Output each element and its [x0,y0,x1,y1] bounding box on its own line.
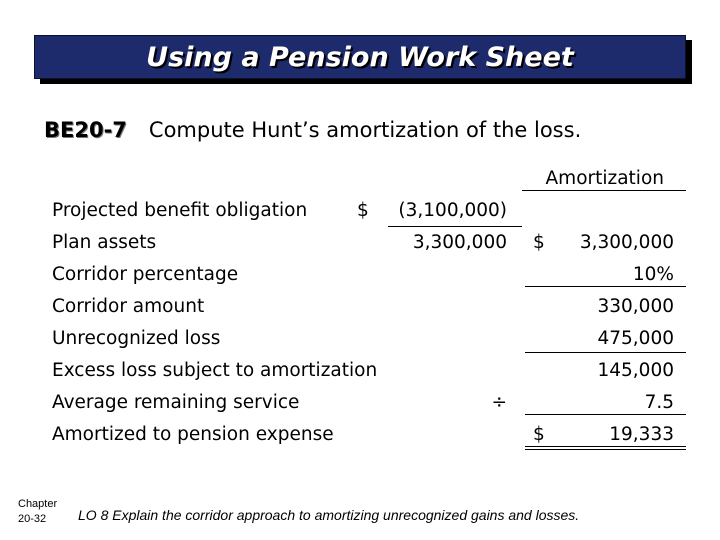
amortization-value: 10% [632,264,674,285]
amortization-value: 145,000 [597,360,674,381]
table-row [0,232,720,262]
table-row [0,392,720,422]
amortization-value: 19,333 [609,424,674,445]
table-row [0,264,720,294]
exercise-prompt: Compute Hunt’s amortization of the loss. [148,118,582,142]
slide-title: Using a Pension Work Sheet [146,41,574,73]
learning-objective: LO 8 Explain the corridor approach to amortizing unrecognized gains and losses. [78,507,580,523]
table-row [0,296,720,326]
table-row [0,360,720,390]
divide-sign: ÷ [491,392,507,413]
table-row [0,328,720,358]
chapter-label: Chapter [18,498,58,510]
row-label: Corridor amount [52,296,205,317]
subtotal-rule [525,352,686,353]
header-underline [522,190,686,191]
dollar-sign: $ [357,200,369,221]
amortization-value: 7.5 [644,392,674,413]
row-label: Projected benefit obligation [52,200,308,221]
row-label: Excess loss subject to amortization [52,360,378,381]
amortization-value: 475,000 [597,328,674,349]
title-banner [34,35,686,79]
exercise-code: BE20-7 [44,118,127,142]
row-value: (3,100,000) [398,200,507,221]
amortization-value: 3,300,000 [579,232,674,253]
exercise-line [44,118,581,142]
row-value: 3,300,000 [412,232,507,253]
dollar-sign: $ [533,424,545,445]
total-rule-top [525,446,686,447]
chapter-reference [18,497,57,527]
row-label: Corridor percentage [52,264,239,285]
row-label: Average remaining service [52,392,300,413]
row-label: Amortized to pension expense [52,424,334,445]
subtotal-rule [525,414,686,415]
dollar-sign: $ [533,232,545,253]
table-row [0,200,720,230]
amortization-column-header: Amortization [545,168,664,189]
row-label: Plan assets [52,232,157,253]
total-rule-bottom [525,449,686,450]
chapter-page: 20-32 [18,513,47,525]
subtotal-rule [388,226,522,227]
amortization-value: 330,000 [597,296,674,317]
row-label: Unrecognized loss [52,328,221,349]
subtotal-rule [525,286,686,287]
